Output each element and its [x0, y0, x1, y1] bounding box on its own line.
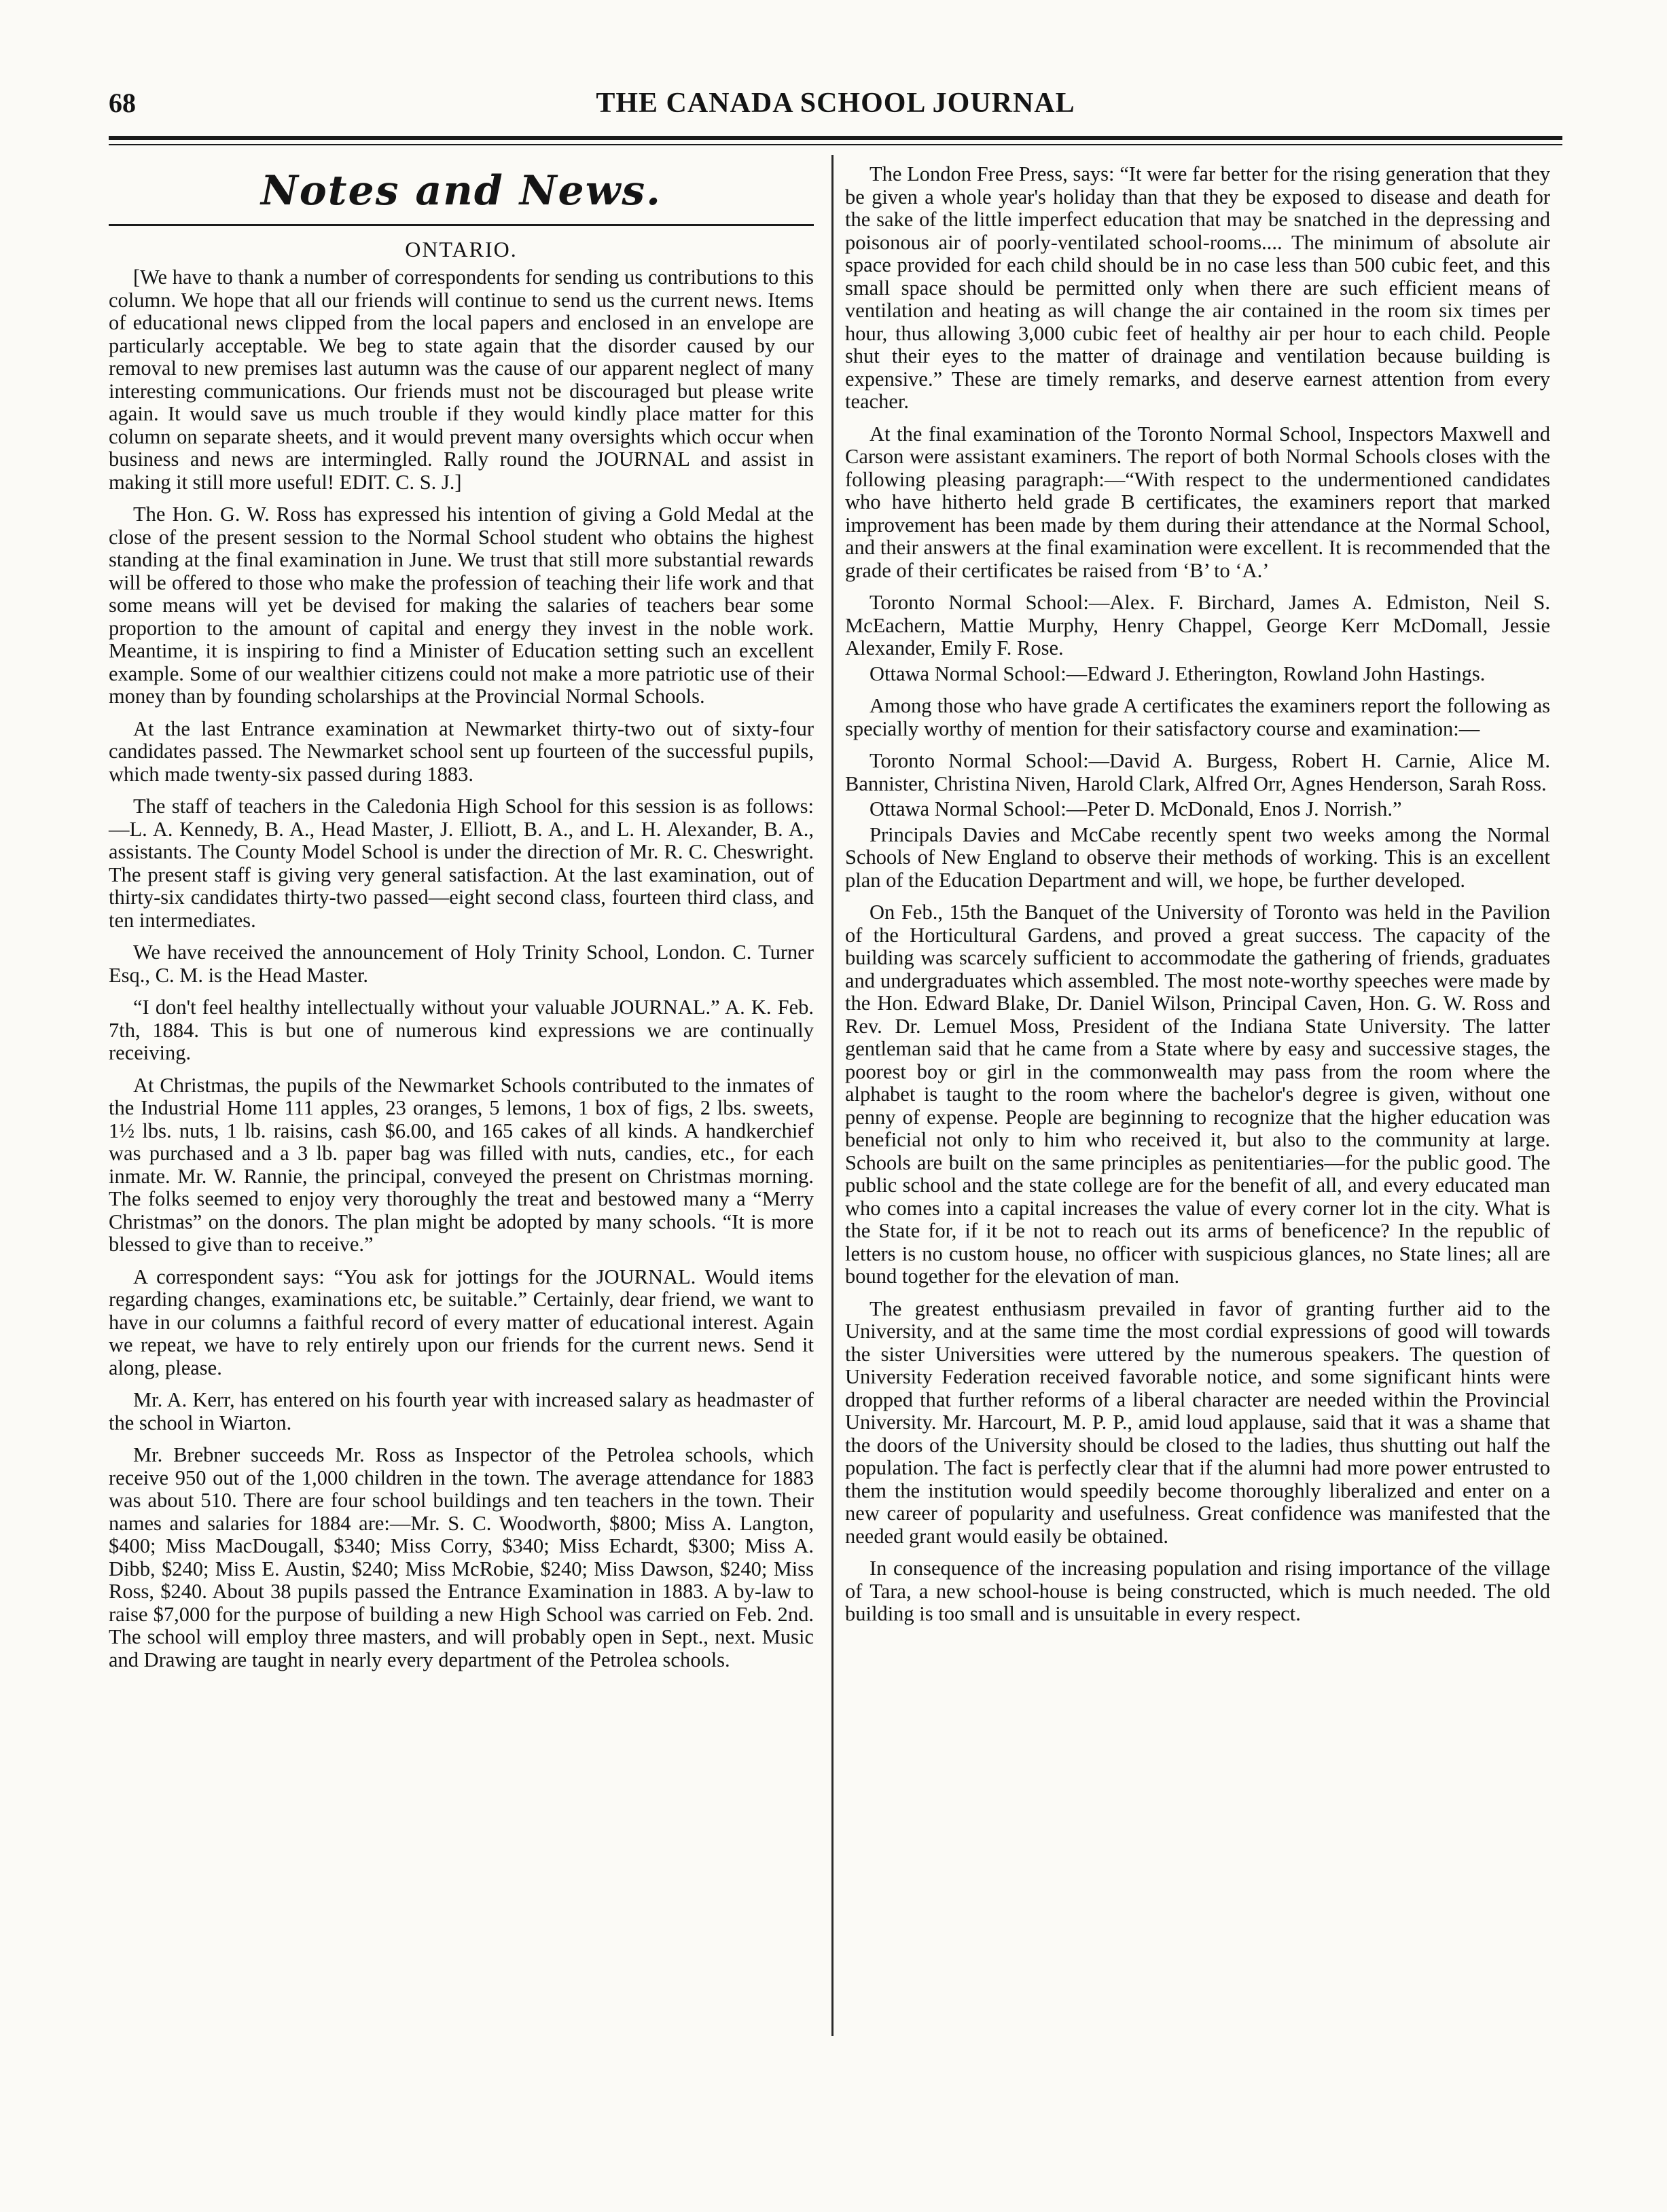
column-divider	[831, 155, 834, 2036]
article-paragraph: Mr. A. Kerr, has entered on his fourth year with increased salary as headmaster of the school in Wiarton.	[109, 1388, 814, 1434]
article-paragraph: The Hon. G. W. Ross has expressed his intention of giving a Gold Medal at the close of the present session to the Normal School student who obtains the highest standing at the final examination in June. We trust that still more substantial rewards will be offered to those who make the profession of teaching their life work and that some means will yet be devised for making the salaries of teachers bear some proportion to the amount of capital and energy they invest in the noble work. Meantime, it is inspiring to find a Minister of Education setting such an excellent example. Some of our wealthier citizens could not make a more patriotic use of their money than by founding scholarships at the Provincial Normal Schools.	[109, 503, 814, 708]
article-paragraph: Mr. Brebner succeeds Mr. Ross as Inspector of the Petrolea schools, which receive 950 out of the 1,000 children in the town. The average attendance for 1883 was about 510. There are four school buildings and ten teachers in the town. Their names and salaries for 1884 are:—Mr. S. C. Woodworth, $800; Miss A. Langton, $400; Miss MacDougall, $340; Miss Corry, $340; Miss Echardt, $300; Miss A. Dibb, $240; Miss E. Austin, $240; Miss McRobie, $240; Miss Dawson, $240; Miss Ross, $240. About 38 pupils passed the Entrance Examination in 1883. A by-law to raise $7,000 for the purpose of building a new High School was carried on Feb. 2nd. The school will employ three masters, and will probably open in Sept., next. Music and Drawing are taught in nearly every department of the Petrolea schools.	[109, 1443, 814, 1671]
right-column	[845, 163, 1550, 1635]
article-paragraph: At the last Entrance examination at Newmarket thirty-two out of sixty-four candidates passed. The Newmarket school sent up fourteen of the successful pupils, which made twenty-six passed during 1883.	[109, 717, 814, 786]
article-paragraph: A correspondent says: “You ask for jottings for the JOURNAL. Would items regarding changes, examinations etc, be suitable.” Certainly, dear friend, we want to have in our columns a faithful record of every matter of educational interest. Again we repeat, we have to rely entirely upon our friends for the current news. Send it along, please.	[109, 1265, 814, 1379]
journal-title: THE CANADA SCHOOL JOURNAL	[596, 88, 1075, 119]
article-paragraph: Ottawa Normal School:—Peter D. McDonald, Enos J. Norrish.”	[870, 797, 1402, 820]
article-paragraph: The London Free Press, says: “It were far better for the rising generation that they be given a whole year's holiday than that they be exposed to disease and death for the sake of the little imperfect education that may be snatched in the depressing and poisonous air of poorly-ventilated school-rooms.... The minimum of absolute air space provided for each child should be in no case less than 500 cubic feet, and this small space should be permitted only when there are such efficient means of ventilation and heating as will change the air contained in the room six times per hour, thus allowing 3,000 cubic feet of healthy air per hour to each child. People shut their eyes to the matter of drainage and ventilation because building is expensive.” These are timely remarks, and deserve earnest attention from every teacher.	[845, 162, 1550, 413]
article-paragraph: At the final examination of the Toronto Normal School, Inspectors Maxwell and Carson were assistant examiners. The report of both Normal Schools closes with the following pleasing paragraph:—“With respect to the undermentioned candidates who have hitherto held grade B certificates, the examiners report that marked improvement has been made by them during their attendance at the Normal School, and their answers at the final examination were excellent. It is recommended that the grade of their certificates be raised from ‘B’ to ‘A.’	[845, 422, 1550, 582]
section-rule	[109, 224, 814, 226]
article-paragraph: Among those who have grade A certificates the examiners report the following as specially worthy of mention for their satisfactory course and examination:—	[845, 694, 1550, 740]
article-paragraph: Toronto Normal School:—Alex. F. Birchard, James A. Edmiston, Neil S. McEachern, Mattie Murphy, Henry Chappel, George Kerr McDomall, Jessie Alexander, Emily F. Rose.	[845, 591, 1550, 659]
page-header	[109, 87, 1562, 125]
section-title: Notes and News.	[260, 167, 662, 215]
article-paragraph: Ottawa Normal School:—Edward J. Etherington, Rowland John Hastings.	[870, 661, 1486, 685]
article-paragraph: Principals Davies and McCabe recently spent two weeks among the Normal Schools of New England to observe their methods of working. This is an excellent plan of the Education Department and will, we hope, be further developed.	[845, 822, 1550, 892]
page-number: 68	[109, 88, 136, 118]
article-paragraph: At Christmas, the pupils of the Newmarket Schools contributed to the inmates of the Industrial Home 111 apples, 23 oranges, 5 lemons, 1 box of figs, 2 lbs. sweets, 1½ lbs. nuts, 1 lb. raisins, cash $6.00, and 165 cakes of all kinds. A handkerchief was purchased and a 3 lb. paper bag was filled with nuts, candies, etc., for each inmate. Mr. W. Rannie, the principal, conveyed the present on Christmas morning. The folks seemed to enjoy very thoroughly the treat and bestowed many a “Merry Christmas” on the donors. The plan might be adopted by many schools. “It is more blessed to give than to receive.”	[109, 1073, 814, 1256]
article-paragraph: The staff of teachers in the Caledonia High School for this session is as follows:—L. A. Kennedy, B. A., Head Master, J. Elliott, B. A., and L. H. Alexander, B. A., assistants. The County Model School is under the direction of Mr. R. C. Cheswright. The present staff is giving very general satisfaction. At the last examination, out of thirty-six candidates thirty-two passed—eight second class, fourteen third class, and ten intermediates.	[109, 795, 814, 932]
header-rule	[109, 136, 1562, 140]
article-paragraph: “I don't feel healthy intellectually without your valuable JOURNAL.” A. K. Feb. 7th, 1884. This is but one of numerous kind expressions we are continually receiving.	[109, 996, 814, 1064]
section-subhead: ONTARIO.	[405, 237, 518, 261]
article-paragraph: We have received the announcement of Holy Trinity School, London. C. Turner Esq., C. M. is the Head Master.	[109, 941, 814, 987]
left-column	[109, 163, 814, 1681]
article-paragraph: In consequence of the increasing population and rising importance of the village of Tara, a new school-house is being constructed, which is much needed. The old building is too small and is unsuitable in every respect.	[845, 1557, 1550, 1625]
article-paragraph: The greatest enthusiasm prevailed in favor of granting further aid to the University, and at the same time the most cordial expressions of good will towards the sister Universities were uttered by the numerous speakers. The question of University Federation received favorable notice, and some significant hints were dropped that further reforms of a liberal character are needed within the Provincial University. Mr. Harcourt, M. P. P., amid loud applause, said that it was a shame that the doors of the University should be closed to the ladies, thus shutting out half the population. The fact is perfectly clear that if the alumni had more power entrusted to them the institution would speedily become thoroughly liberalized and enter on a new career of popularity and usefulness. Great confidence was manifested that the needed grant would easily be obtained.	[845, 1297, 1550, 1548]
article-paragraph: Toronto Normal School:—David A. Burgess, Robert H. Carnie, Alice M. Bannister, Christina Niven, Harold Clark, Alfred Orr, Agnes Henderson, Sarah Ross.	[845, 749, 1550, 795]
header-rule-thin	[109, 144, 1562, 145]
article-paragraph: [We have to thank a number of correspondents for sending us contributions to this column. We hope that all our friends will continue to send us the current news. Items of educational news clipped from the local papers and enclosed in an envelope are particularly acceptable. We beg to state again that the disorder caused by our removal to new premises last autumn was the cause of our apparent neglect of many interesting communications. Our friends must not be discouraged but please write again. It would save us much trouble if they would kindly place matter for this column on separate sheets, and it would prevent many oversights which occur when business and news are intermingled. Rally round the JOURNAL and assist in making it still more useful! EDIT. C. S. J.]	[109, 266, 814, 494]
article-paragraph: On Feb., 15th the Banquet of the University of Toronto was held in the Pavilion of the Horticultural Gardens, and proved a great success. The capacity of the building was scarcely sufficient to accommodate the gathering of friends, graduates and undergraduates which assembled. The most note-worthy speeches were made by the Hon. Edward Blake, Dr. Daniel Wilson, Principal Caven, Hon. G. W. Ross and Rev. Dr. Lemuel Moss, President of the Indiana State University. The latter gentleman said that he came from a State where by easy and successive stages, the poorest boy or girl in the commonwealth may pass from the room where the alphabet is taught to the room where the bachelor's degree is given, without one penny of expense. People are beginning to recognize that the higher education was beneficial not only to him who received it, but also to the community at large. Schools are built on the same principles as penitentiaries—for the public good. The public school and the state college are for the benefit of all, and every educated man who comes into a capital increases the value of every corner lot in the city. What is the State for, if it be not to reach out its arms of beneficence? In the republic of letters is no custom house, no officer with suspicious glances, no State lines; all are bound together for the elevation of man.	[845, 901, 1550, 1288]
